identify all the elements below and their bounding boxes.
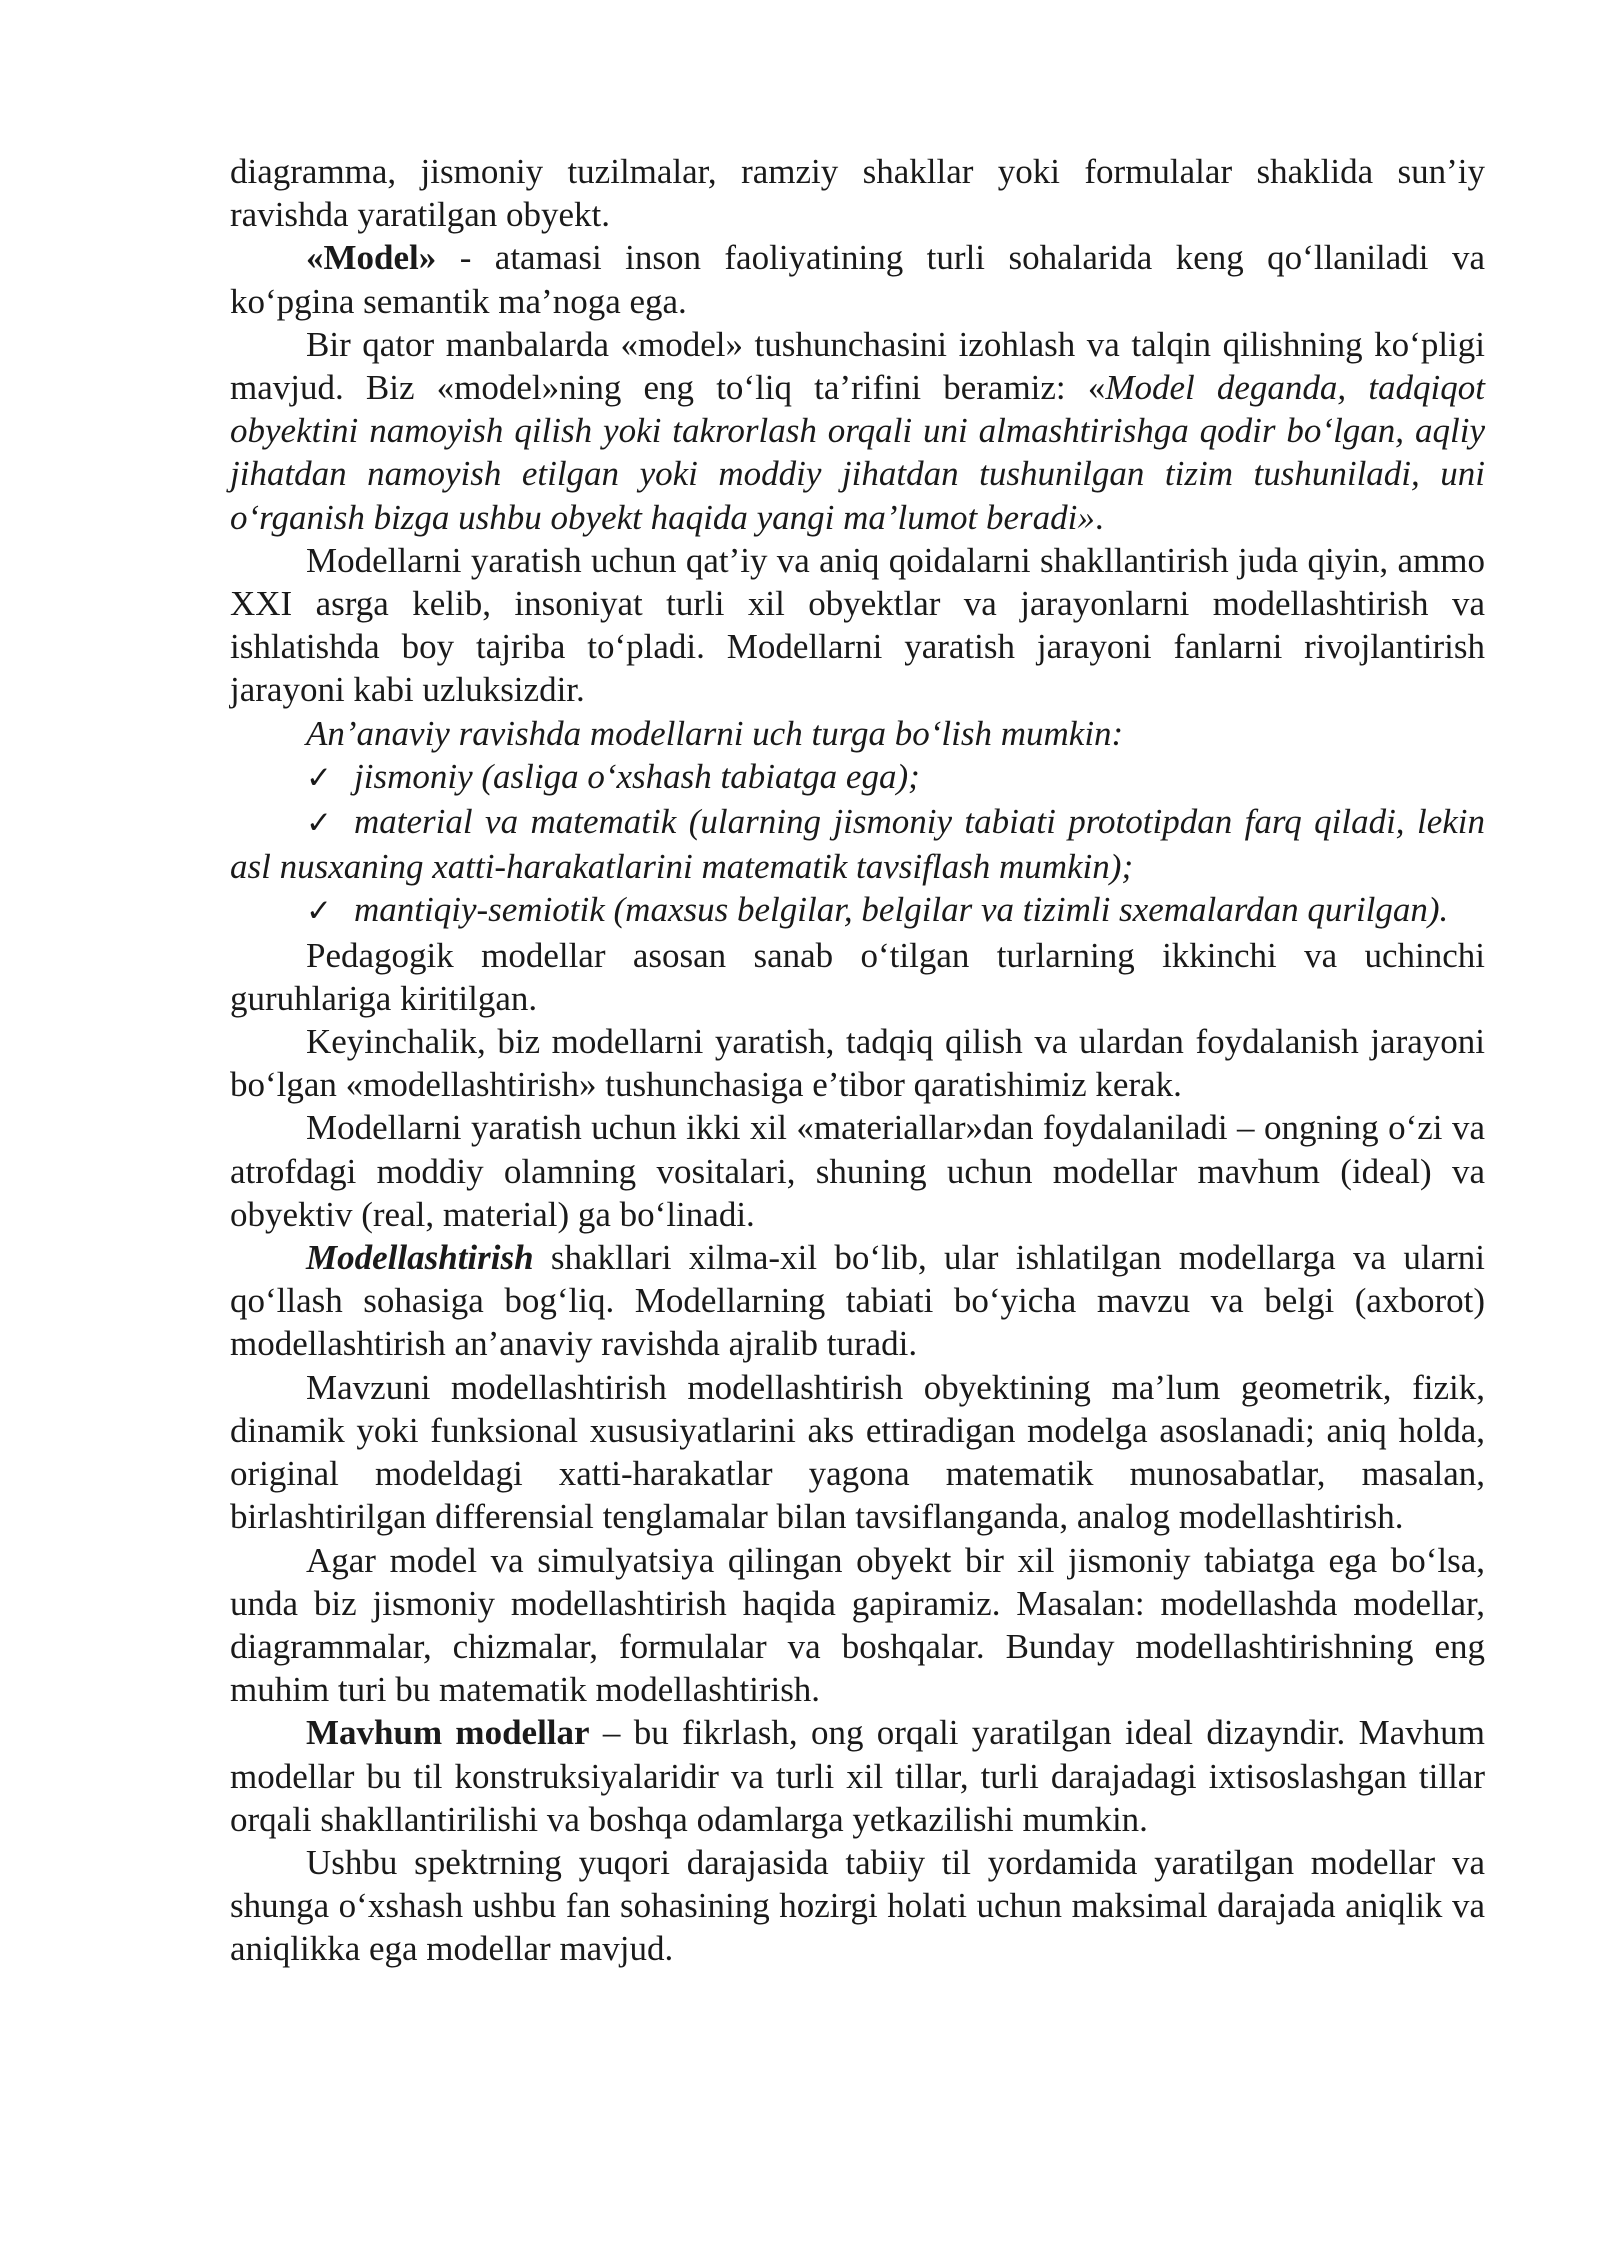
paragraph-p3 (230, 323, 1485, 539)
paragraph-p12 (230, 1236, 1485, 1366)
paragraph-p4 (230, 539, 1485, 712)
paragraph-p13 (230, 1366, 1485, 1539)
text-segment: «Model» (306, 238, 437, 278)
text-segment: shakllari xilma-xil bo‘lib, ular ishlatilgan modellarga va ularni qo‘llash sohasiga bog‘liq. Modellarning tabiati bo‘yicha mavzu va belgi (axborot) modellashtirish an’anaviy ravishda ajralib turadi. (230, 1238, 1485, 1364)
text-segment: Modellashtirish (306, 1238, 534, 1278)
checkmark-icon: ✓ (306, 805, 332, 842)
text-segment: Mavzuni modellashtirish modellashtirish obyektining ma’lum geometrik, fizik, dinamik yoki funksional xususiyatlarini aks ettiradigan modelga asoslanadi; aniq holda, original modeldagi xatti-harakatlar yagona matematik munosabatlar, masalan, birlashtirilgan differensial tenglamalar bilan tavsiflanganda, analog modellashtirish. (230, 1367, 1485, 1537)
text-segment: material va matematik (ularning jismoniy tabiati prototipdan farq qiladi, lekin asl nusxaning xatti-harakatlarini matematik tavsiflash mumkin); (230, 802, 1485, 887)
text-segment: mantiqiy-semiotik (maxsus belgilar, belgilar va tizimli sxemalardan qurilgan). (354, 890, 1449, 930)
text-segment: Model deganda, tadqiqot obyektini namoyish qilish yoki takrorlash orqali uni almashtirishga qodir bo‘lgan, aqliy jihatdan namoyish etilgan yoki moddiy jihatdan tushunilgan tizim tushuniladi, uni o‘rganish bizga ushbu obyekt haqida yangi ma’lumot beradi» (230, 368, 1486, 537)
text-segment: Modellarni yaratish uchun ikki xil «materiallar»dan foydalaniladi – ongning o‘zi va atrofdagi moddiy olamning vositalari, shuning uchun modellar mavhum (ideal) va obyektiv (real, material) ga bo‘linadi. (230, 1108, 1485, 1234)
document-page (230, 150, 1485, 1971)
paragraph-p1 (230, 150, 1485, 236)
text-segment: Ushbu spektrning yuqori darajasida tabiiy til yordamida yaratilgan modellar va shunga o‘xshash ushbu fan sohasining hozirgi holati uchun maksimal darajada aniqlik va aniqlikka ega modellar mavjud. (230, 1842, 1485, 1969)
text-segment: Pedagogik modellar asosan sanab o‘tilgan turlarning ikkinchi va uchinchi guruhlariga kiritilgan. (230, 935, 1485, 1018)
paragraph-p9 (230, 934, 1485, 1020)
paragraph-p14 (230, 1539, 1485, 1712)
paragraph-p15 (230, 1711, 1485, 1841)
text-segment: diagramma, jismoniy tuzilmalar, ramziy shakllar yoki formulalar shaklida sun’iy ravishda yaratilgan obyekt. (230, 152, 1485, 235)
text-segment: Bir qator manbalarda «model» tushunchasini izohlash va talqin qilishning ko‘pligi mavjud. Biz «model»ning eng to‘liq ta’rifini beramiz: « (230, 324, 1485, 408)
text-segment: jismoniy (asliga o‘xshash tabiatga ega); (354, 756, 920, 796)
paragraph-p10 (230, 1020, 1485, 1106)
checkmark-icon: ✓ (306, 759, 332, 796)
checkmark-icon: ✓ (306, 893, 332, 930)
text-segment: An’anaviy ravishda modellarni uch turga bo‘lish mumkin: (306, 713, 1124, 753)
text-segment: Modellarni yaratish uchun qat’iy va aniq qoidalarni shakllantirish juda qiyin, ammo XXI asrga kelib, insoniyat turli xil obyektlar va jarayonlarni modellashtirish va ishlatishda boy tajriba to‘pladi. Modellarni yaratish jarayoni fanlarni rivojlantirish jarayoni kabi uzluksizdir. (230, 540, 1485, 710)
text-segment: . (1094, 497, 1104, 537)
paragraph-p11 (230, 1106, 1485, 1236)
text-segment: – bu fikrlash, ong orqali yaratilgan ideal dizayndir. Mavhum modellar bu til konstruksiyalaridir va turli xil tillar, turli darajadagi ixtisoslashgan tillar orqali shakllantirilishi va boshqa odamlarga yetkazilishi mumkin. (230, 1713, 1485, 1839)
paragraph-p2 (230, 236, 1485, 322)
paragraph-p6 (230, 755, 1485, 800)
paragraph-p8 (230, 888, 1485, 933)
text-segment: Mavhum modellar (306, 1713, 590, 1753)
text-segment: Keyinchalik, biz modellarni yaratish, tadqiq qilish va ulardan foydalanish jarayoni bo‘lgan «modellashtirish» tushunchasiga e’tibor qaratishimiz kerak. (230, 1022, 1485, 1105)
text-segment: - atamasi inson faoliyatining turli sohalarida keng qo‘llaniladi va ko‘pgina semantik ma’noga ega. (230, 238, 1485, 321)
text-segment: Agar model va simulyatsiya qilingan obyekt bir xil jismoniy tabiatga ega bo‘lsa, unda biz jismoniy modellashtirish haqida gapiramiz. Masalan: modellashda modellar, diagrammalar, chizmalar, formulalar va boshqalar. Bunday modellashtirishning eng muhim turi bu matematik modellashtirish. (230, 1540, 1485, 1710)
paragraph-p16 (230, 1841, 1485, 1971)
paragraph-p5 (230, 712, 1485, 755)
paragraph-p7 (230, 800, 1485, 888)
